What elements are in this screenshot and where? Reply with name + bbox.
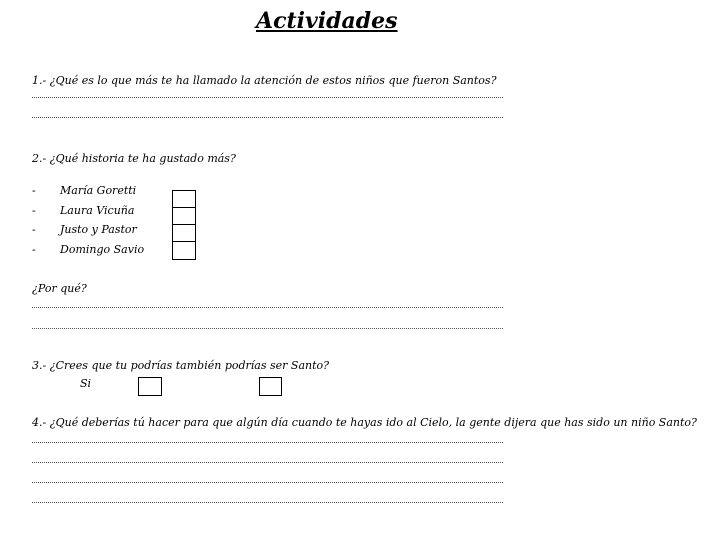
question-4: 4.- ¿Qué deberías tú hacer para que algún día cuando te hayas ido al Cielo, la gente dijera que has sido un niño Santo?: [32, 416, 697, 429]
why-question: ¿Por qué?: [32, 282, 87, 295]
answer-line-1a[interactable]: [32, 96, 503, 98]
option-laura-vicuna: Laura Vicuña: [60, 204, 135, 217]
option-marker: -: [32, 223, 36, 236]
page-title: Actividades: [256, 8, 398, 34]
option-marker: -: [32, 204, 36, 217]
answer-line-4b[interactable]: [32, 461, 503, 463]
checkbox-yes[interactable]: [138, 377, 162, 396]
checkbox-maria-goretti[interactable]: [172, 190, 196, 208]
checkbox-second-answer[interactable]: [259, 377, 282, 396]
option-marker: -: [32, 184, 36, 197]
yes-label: Si: [80, 377, 92, 390]
option-domingo-savio: Domingo Savio: [60, 243, 145, 256]
answer-line-4a[interactable]: [32, 441, 503, 443]
answer-line-1b[interactable]: [32, 116, 503, 118]
question-2: 2.- ¿Qué historia te ha gustado más?: [32, 152, 236, 165]
answer-line-4c[interactable]: [32, 481, 503, 483]
answer-line-4d[interactable]: [32, 501, 503, 503]
answer-line-why-a[interactable]: [32, 306, 503, 308]
question-3: 3.- ¿Crees que tu podrías también podrías ser Santo?: [32, 359, 330, 372]
checkbox-domingo-savio[interactable]: [172, 241, 196, 260]
option-marker: -: [32, 243, 36, 256]
option-justo-y-pastor: Justo y Pastor: [60, 223, 137, 236]
checkbox-laura-vicuna[interactable]: [172, 207, 196, 225]
checkbox-justo-y-pastor[interactable]: [172, 224, 196, 242]
answer-line-why-b[interactable]: [32, 327, 503, 329]
question-1: 1.- ¿Qué es lo que más te ha llamado la atención de estos niños que fueron Santos?: [32, 74, 497, 87]
option-maria-goretti: María Goretti: [60, 184, 137, 197]
